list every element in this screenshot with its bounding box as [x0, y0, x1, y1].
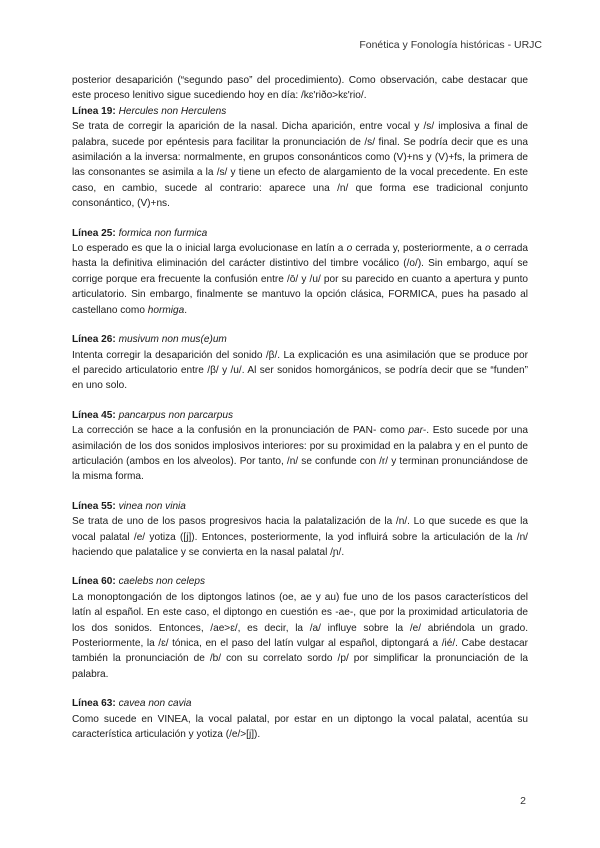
body-text: cerrada y, posteriormente, a — [352, 243, 485, 255]
body-text: La corrección se hace a la confusión en la pronunciación de PAN- como — [72, 425, 409, 437]
section-linea-55 — [72, 499, 528, 561]
line-phrase: caelebs non celeps — [118, 576, 205, 588]
section-body — [72, 423, 528, 485]
section-linea-63 — [72, 696, 528, 742]
line-phrase: vinea non vinia — [118, 500, 186, 512]
line-label: Línea 19: — [72, 105, 116, 117]
line-label: Línea 25: — [72, 227, 116, 239]
line-phrase: musivum non mus(e)um — [118, 334, 227, 346]
section-title — [72, 499, 528, 514]
section-title — [72, 408, 528, 423]
section-body: Se trata de uno de los pasos progresivos hacia la palatalización de la /n/. Lo que sucede es que la vocal palatal /e/ yotiza ([j]). Entonces, posteriormente, la yod influirá sobre la articulación de la /n/ haciendo que palatalice y se convierta en la nasal palatal /ɲ/. — [72, 516, 528, 558]
document-body — [72, 73, 528, 756]
line-phrase: formica non furmica — [118, 227, 208, 239]
intro-paragraph: posterior desaparición (“segundo paso” del procedimiento). Como observación, cabe destacar que este proceso lenitivo sigue sucediendo hoy en día: /kɛ'riðo>kɛ'rio/. — [72, 75, 528, 102]
section-title — [72, 574, 528, 589]
body-italic: o — [346, 243, 353, 255]
section-body: Se trata de corregir la aparición de la nasal. Dicha aparición, entre vocal y /s/ implosiva a final de palabra, sucede por epéntesis para facilitar la pronunciación de /s/ final. Se podría decir que es una asimilación a la inversa: normalmente, en grupos consonánticos como (V)+ns y (V)+fs, la primera de las consonantes se asimila a la /s/ y tiene un efecto de alargamiento de la vocal precedente. En este caso, en cambio, sucede al contrario: aparece una /n/ que forma ese tradicional conjunto consonántico, (V)+ns. — [72, 121, 528, 210]
section-body — [72, 241, 528, 318]
section-linea-26 — [72, 332, 528, 394]
page-number: 2 — [520, 795, 526, 807]
section-title — [72, 332, 528, 347]
line-phrase: pancarpus non parcarpus — [118, 409, 234, 421]
line-label: Línea 45: — [72, 409, 116, 421]
section-linea-19 — [72, 104, 528, 212]
section-body: La monoptongación de los diptongos latinos (oe, ae y au) fue uno de los pasos característicos del latín al español. En este caso, el diptongo en cuestión es -ae-, que por la proximidad articulatoria de los dos sonidos. Entonces, /ae>ɛ/, es decir, la /a/ influye sobre la /e/ abriéndola un grado. Posteriormente, la /ɛ/ tónica, en el paso del latín vulgar al español, diptongará a /ié/. Cabe destacar también la pronunciación de /b/ con su correlato sordo /p/ por simplificar la pronunciación de la palabra. — [72, 591, 528, 680]
section-linea-45 — [72, 408, 528, 485]
line-label: Línea 63: — [72, 698, 116, 710]
body-italic: hormiga — [147, 304, 185, 316]
body-text: . — [184, 304, 188, 316]
body-text: Lo esperado es que la o inicial larga evolucionase en latín a — [72, 243, 347, 255]
section-title — [72, 226, 528, 241]
section-title — [72, 104, 528, 119]
line-phrase: Hercules non Herculens — [118, 105, 227, 117]
body-italic: o — [485, 243, 491, 255]
body-italic: par- — [408, 425, 427, 437]
section-body: Como sucede en VINEA, la vocal palatal, por estar en un diptongo la vocal palatal, acentúa su característica articulación y yotiza (/e/>[j]). — [72, 713, 528, 741]
line-label: Línea 60: — [72, 576, 116, 588]
section-body: Intenta corregir la desaparición del sonido /β/. La explicación es una asimilación que se produce por el parecido articulatorio entre /β/ y /u/. Al ser sonidos homorgánicos, se podría decir que se “funden” en uno solo. — [72, 349, 528, 392]
section-title — [72, 696, 528, 711]
section-linea-60 — [72, 574, 528, 682]
line-label: Línea 55: — [72, 500, 116, 512]
line-phrase: cavea non cavia — [118, 698, 192, 710]
body-text: . Esto sucede por una asimilación de los dos sonidos implosivos interiores: por su proximidad en la palabra y en el punto de articulación (ambos en los alveolos). Por tanto, /n/ se confunde con /r/ y terminan pronunciándose de la misma forma. — [72, 425, 528, 483]
line-label: Línea 26: — [72, 334, 116, 346]
body-text: cerrada hasta la definitiva eliminación del carácter distintivo del timbre vocálico (/o/). Sin embargo, aquí se corrige porque era frecuente la confusión entre /ō/ y /u/ por su parecido en cuanto a apertura y punto articulatorio. Sin embargo, finalmente se mantuvo la opción clásica, FORMICA, pues ha pasado al castellano como — [72, 243, 528, 316]
page-header: Fonética y Fonología históricas - URJC — [359, 39, 542, 51]
section-linea-25 — [72, 226, 528, 318]
